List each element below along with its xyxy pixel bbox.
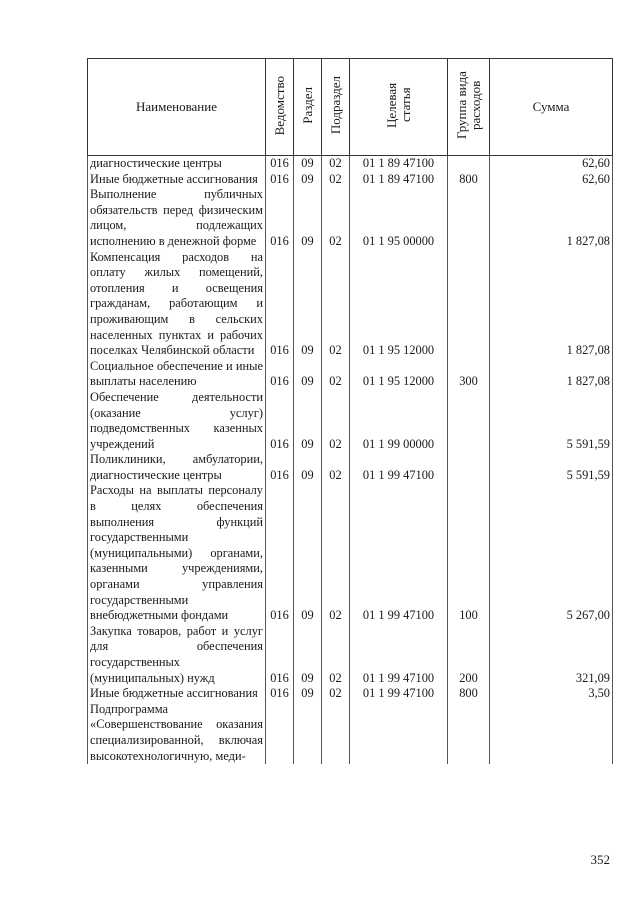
header-section: Раздел — [294, 59, 322, 156]
cell-department: 016 — [266, 156, 294, 172]
cell-department: 016 — [266, 172, 294, 188]
cell-department: 016 — [266, 187, 294, 249]
header-amount: Сумма — [490, 59, 613, 156]
cell-amount: 3,50 — [490, 686, 613, 702]
budget-table — [87, 58, 613, 764]
cell-expense-group: 100 — [448, 483, 490, 623]
header-target-article: Целевая статья — [350, 59, 448, 156]
cell-expense-group: 200 — [448, 624, 490, 686]
cell-amount: 1 827,08 — [490, 359, 613, 390]
cell-expense-group — [448, 187, 490, 249]
cell-target-article: 01 1 99 47100 — [350, 452, 448, 483]
cell-section: 09 — [294, 250, 322, 359]
cell-subsection: 02 — [322, 624, 350, 686]
cell-amount: 5 267,00 — [490, 483, 613, 623]
cell-department: 016 — [266, 483, 294, 623]
cell-section: 09 — [294, 187, 322, 249]
cell-amount: 5 591,59 — [490, 390, 613, 452]
cell-department: 016 — [266, 452, 294, 483]
cell-target-article: 01 1 89 47100 — [350, 172, 448, 188]
cell-name: Поликлиники, амбулатории, диагностические центры — [88, 452, 266, 483]
cell-expense-group: 800 — [448, 172, 490, 188]
cell-expense-group: 300 — [448, 359, 490, 390]
cell-name: Иные бюджетные ассигнования — [88, 686, 266, 702]
cell-name: Обеспечение деятельности (оказание услуг) подведомственных казенных учреждений — [88, 390, 266, 452]
cell-expense-group — [448, 452, 490, 483]
cell-subsection: 02 — [322, 359, 350, 390]
cell-name: Расходы на выплаты персоналу в целях обеспечения выполнения функций государственными (муниципальными) органами, казенными учреждениями, органами управления государственными внебюджетными фондами — [88, 483, 266, 623]
table-row — [88, 452, 613, 483]
cell-section: 09 — [294, 172, 322, 188]
cell-subsection: 02 — [322, 686, 350, 702]
cell-target-article: 01 1 99 47100 — [350, 686, 448, 702]
cell-section — [294, 702, 322, 764]
cell-amount: 62,60 — [490, 156, 613, 172]
table-row — [88, 359, 613, 390]
table-row — [88, 156, 613, 172]
cell-subsection: 02 — [322, 250, 350, 359]
cell-amount: 5 591,59 — [490, 452, 613, 483]
cell-name: Закупка товаров, работ и услуг для обеспечения государственных (муниципальных) нужд — [88, 624, 266, 686]
cell-department: 016 — [266, 390, 294, 452]
cell-department: 016 — [266, 359, 294, 390]
cell-expense-group — [448, 390, 490, 452]
table-row — [88, 390, 613, 452]
cell-amount — [490, 702, 613, 764]
table-row — [88, 483, 613, 623]
cell-expense-group — [448, 156, 490, 172]
cell-name: диагностические центры — [88, 156, 266, 172]
cell-expense-group — [448, 250, 490, 359]
cell-department: 016 — [266, 250, 294, 359]
header-department: Ведомство — [266, 59, 294, 156]
header-expense-group: Группа вида расходов — [448, 59, 490, 156]
table-row — [88, 172, 613, 188]
header-subsection: Подраздел — [322, 59, 350, 156]
cell-section: 09 — [294, 686, 322, 702]
cell-subsection: 02 — [322, 390, 350, 452]
cell-section: 09 — [294, 390, 322, 452]
cell-subsection: 02 — [322, 452, 350, 483]
cell-section: 09 — [294, 624, 322, 686]
table-row — [88, 686, 613, 702]
cell-department: 016 — [266, 624, 294, 686]
cell-target-article: 01 1 89 47100 — [350, 156, 448, 172]
budget-sheet — [87, 58, 612, 764]
cell-target-article: 01 1 99 00000 — [350, 390, 448, 452]
cell-target-article: 01 1 95 00000 — [350, 187, 448, 249]
cell-target-article: 01 1 99 47100 — [350, 624, 448, 686]
table-row — [88, 702, 613, 764]
cell-department — [266, 702, 294, 764]
cell-amount: 1 827,08 — [490, 250, 613, 359]
cell-target-article — [350, 702, 448, 764]
cell-subsection: 02 — [322, 483, 350, 623]
cell-target-article: 01 1 99 47100 — [350, 483, 448, 623]
cell-section: 09 — [294, 359, 322, 390]
table-body — [88, 156, 613, 765]
cell-name: Подпрограмма «Совершенствование оказания специализированной, включая высокотехнологичную, меди- — [88, 702, 266, 764]
cell-subsection — [322, 702, 350, 764]
cell-expense-group: 800 — [448, 686, 490, 702]
cell-target-article: 01 1 95 12000 — [350, 359, 448, 390]
cell-subsection: 02 — [322, 187, 350, 249]
cell-subsection: 02 — [322, 172, 350, 188]
cell-subsection: 02 — [322, 156, 350, 172]
table-row — [88, 187, 613, 249]
cell-section: 09 — [294, 483, 322, 623]
table-header-row — [88, 59, 613, 156]
cell-amount: 321,09 — [490, 624, 613, 686]
cell-section: 09 — [294, 156, 322, 172]
cell-section: 09 — [294, 452, 322, 483]
cell-target-article: 01 1 95 12000 — [350, 250, 448, 359]
cell-name: Социальное обеспечение и иные выплаты населению — [88, 359, 266, 390]
header-name: Наименование — [88, 59, 266, 156]
table-row — [88, 624, 613, 686]
cell-name: Иные бюджетные ассигнования — [88, 172, 266, 188]
table-row — [88, 250, 613, 359]
page-number: 352 — [590, 852, 610, 867]
cell-amount: 62,60 — [490, 172, 613, 188]
cell-expense-group — [448, 702, 490, 764]
cell-department: 016 — [266, 686, 294, 702]
cell-name: Компенсация расходов на оплату жилых помещений, отопления и освещения гражданам, работающим и проживающим в сельских населенных пунктах и рабочих поселках Челябинской области — [88, 250, 266, 359]
cell-name: Выполнение публичных обязательств перед физическим лицом, подлежащих исполнению в денежной форме — [88, 187, 266, 249]
cell-amount: 1 827,08 — [490, 187, 613, 249]
